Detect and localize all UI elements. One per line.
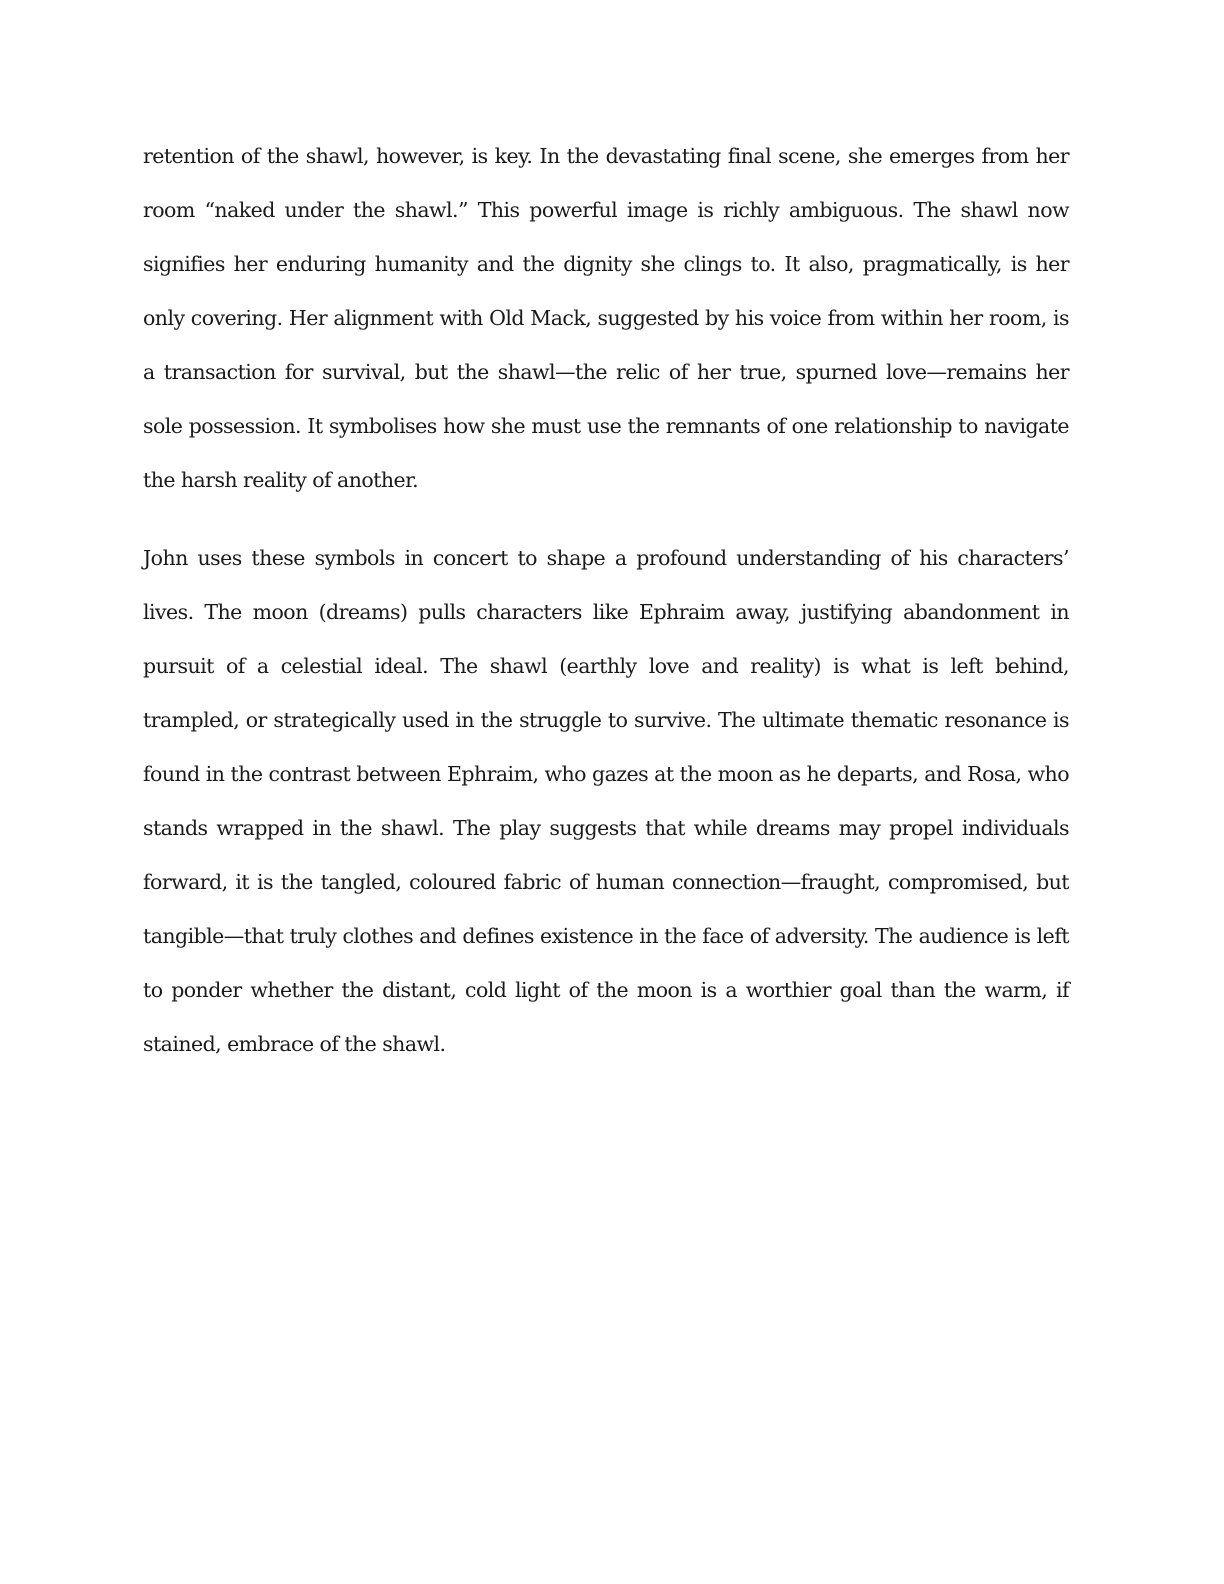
body-paragraph-2: John uses these symbols in concert to shape a profound understanding of his characters’ lives. The moon (dreams) pulls characters like Ephraim away, justifying abandonment in pursuit of a celestial ideal. The shawl (earthly love and reality) is what is left behind, trampled, or strategically used in the struggle to survive. The ultimate thematic resonance is found in the contrast between Ephraim, who gazes at the moon as he departs, and Rosa, who stands wrapped in the shawl. The play suggests that while dreams may propel individuals forward, it is the tangled, coloured fabric of human connection—fraught, compromised, but tangible—that truly clothes and defines existence in the face of adversity. The audience is left to ponder whether the distant, cold light of the moon is a worthier goal than the warm, if stained, embrace of the shawl.	[143, 546, 1069, 1056]
body-paragraph-1: retention of the shawl, however, is key. In the devastating final scene, she emerges from her room “naked under the shawl.” This powerful image is richly ambiguous. The shawl now signifies her enduring humanity and the dignity she clings to. It also, pragmatically, is her only covering. Her alignment with Old Mack, suggested by his voice from within her room, is a transaction for survival, but the shawl—the relic of her true, spurned love—remains her sole possession. It symbolises how she must use the remnants of one relationship to navigate the harsh reality of another.	[143, 144, 1069, 492]
